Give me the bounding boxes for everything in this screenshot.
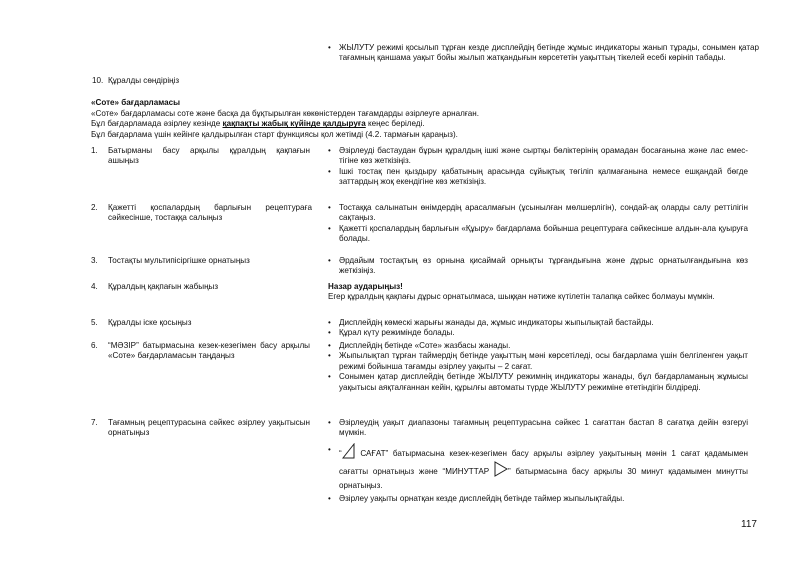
line2-pre: Бұл бағдарламада әзірлеу кезінде [91, 119, 223, 129]
step-5-note: • Құрал күту режимінде болады. [328, 328, 748, 338]
item-10-number: 10. [92, 76, 104, 85]
quote-open: “ [339, 448, 342, 458]
section-line-1: «Соте» бағдарламасы соте және басқа да бұқтырылған көкөністерден тағамдарды әзірлеуге арналған. [91, 109, 480, 118]
step-3-note: • Әрдайым тостақтың өз орнына қисаймай орнықты тұрғандығына және дұрыс орнатылғандығына көз жеткізіңіз. [328, 256, 748, 277]
section-line-3: Бұл бағдарлама үшін кейінге қалдырылған старт функциясы қол жетімді (4.2. тармағын қараңыз). [91, 129, 458, 139]
step-1-notes [328, 146, 748, 188]
step-6-note: • Дисплейдің бетінде «Соте» жазбасы жанады. [328, 341, 748, 351]
step-1-text: Батырманы басу арқылы құралдың қақпағын ашыңыз [108, 146, 310, 166]
step-1-note: • Ішкі тостақ пен қыздыру қабатының арасында сұйықтық төгіліп қалмағанына немесе ешқандай бөгде заттардың жоқ екендігіне көз жеткізіңіз. [328, 167, 748, 188]
section-title [91, 98, 180, 108]
step-3-notes [328, 256, 748, 277]
step-5-number: 5. [91, 318, 98, 327]
step-2-number: 2. [91, 203, 98, 212]
step-5-notes [328, 318, 748, 339]
step-6-note: • Сонымен қатар дисплейдің бетінде ЖЫЛУТУ режимнің индикаторы жанады, бұл бағдарламаның жұмысы уақытысы аяқталғаннан кейін, құрылғы автоматы түрде ЖЫЛУТУ режиміне өтетіндігін білдіреді. [328, 372, 748, 393]
line2-bold: қақпақты жабық күйінде қалдыруға [222, 119, 366, 129]
step-6-note: • Жыпылықтап тұрған таймердің бетінде уақыттың мәні көрсетіледі, осы бағдарлама үшін белгіленген уақыт режимі бойынша тағамды әзірлеу уақыты – 2 сағат. [328, 351, 748, 372]
step-2-note: • Тостаққа салынатын өнімдердің арасалмағын (ұсынылған мөлшерлігін), сондай-ақ оларды салу реттілігін сақтаңыз. [328, 203, 748, 224]
step-2-notes [328, 203, 748, 245]
attention-text: Егер құралдың қақпағы дұрыс орнатылмаса, шыққан нәтиже күтілетін талапқа сәйкес болмауы мүмкін. [328, 292, 715, 302]
step-6-number: 6. [91, 341, 98, 350]
step-5-note: • Дисплейдің көмескі жарығы жанады да, жұмыс индикаторы жыпылықтай бастайды. [328, 318, 748, 328]
step-1-number: 1. [91, 146, 98, 155]
step-1-note: • Әзірлеуді бастаудан бұрын құралдың ішкі және сыртқы бөліктерінің орамадан босағанына және лас еместігіне көз жеткізіңіз. [328, 146, 748, 167]
step-7-number: 7. [91, 418, 98, 427]
minute-triangle-icon [494, 461, 508, 477]
note2-end: ” батырмасына басу арқылы 30 минут қадамымен минутты орнатыңыз. [339, 467, 748, 491]
section-line-2 [91, 119, 751, 129]
step-6-notes [328, 341, 748, 393]
step-5-text: Құралды іске қосыңыз [108, 318, 192, 327]
attention-title: Назар аударыңыз! [328, 282, 403, 291]
step-7-note-buttons [328, 443, 748, 494]
page-number: 117 [741, 519, 757, 530]
step-3-text: Тостақты мультипісіргішке орнатыңыз [108, 256, 250, 265]
step-7-text: Тағамның рецептурасына сәйкес әзірлеу уақытысын орнатыңыз [108, 418, 310, 438]
step-4-number: 4. [91, 282, 98, 291]
step-6-text: “МӘЗІР” батырмасына кезек-кезегімен басу арқылы «Соте» бағдарламасын таңдаңыз [108, 341, 310, 361]
top-bullet-text: ЖЫЛУТУ режимі қосылып тұрған кезде дисплейдің бетінде жұмыс индикаторы жанып тұрады, сонымен қатар тағамның қаншама уақыт бойы жылып жатқандығын көрсететін уақыттың тікелей есебі көрініп табады. [339, 43, 759, 63]
step-7-note-timer: • Әзірлеу уақыты орнатқан кезде дисплейдің бетінде таймер жыпылықтайды. [328, 494, 748, 504]
note2-middle: САҒАТ” батырмасына кезек-кезегімен басу арқылы әзірлеу уақытының мәнін 1 сағат қадамымен сағатты орнатыңыз және “МИНУТТАР [339, 448, 748, 477]
section-title-text: «Соте» бағдарламасы [91, 98, 180, 107]
top-bullet [328, 43, 759, 64]
step-7-note-range: • Әзірлеудің уақыт диапазоны тағамның рецептурасына сәйкес 1 сағаттан бастап 8 сағатқа дейін өзгеруі мүмкін. [328, 418, 748, 439]
line2-post: кеңес беріледі. [365, 119, 425, 129]
step-2-text: Қажетті қоспалардың барлығын рецептураға сәйкесінше, тостаққа салыңыз [108, 203, 312, 223]
step-7-notes [328, 418, 748, 505]
item-10-text: Құралды сөндіріңіз [108, 76, 180, 85]
section-intro [91, 109, 751, 140]
step-3-number: 3. [91, 256, 98, 265]
step-4-text: Құралдың қақпағын жабыңыз [108, 282, 219, 291]
step-4-attention [328, 282, 748, 303]
step-2-note: • Қажетті қоспалардың барлығын «Құыру» бағдарлама бойынша рецептураға сәйкесінше алдын-ала қуыруға болады. [328, 224, 748, 245]
hour-triangle-icon [342, 443, 356, 459]
